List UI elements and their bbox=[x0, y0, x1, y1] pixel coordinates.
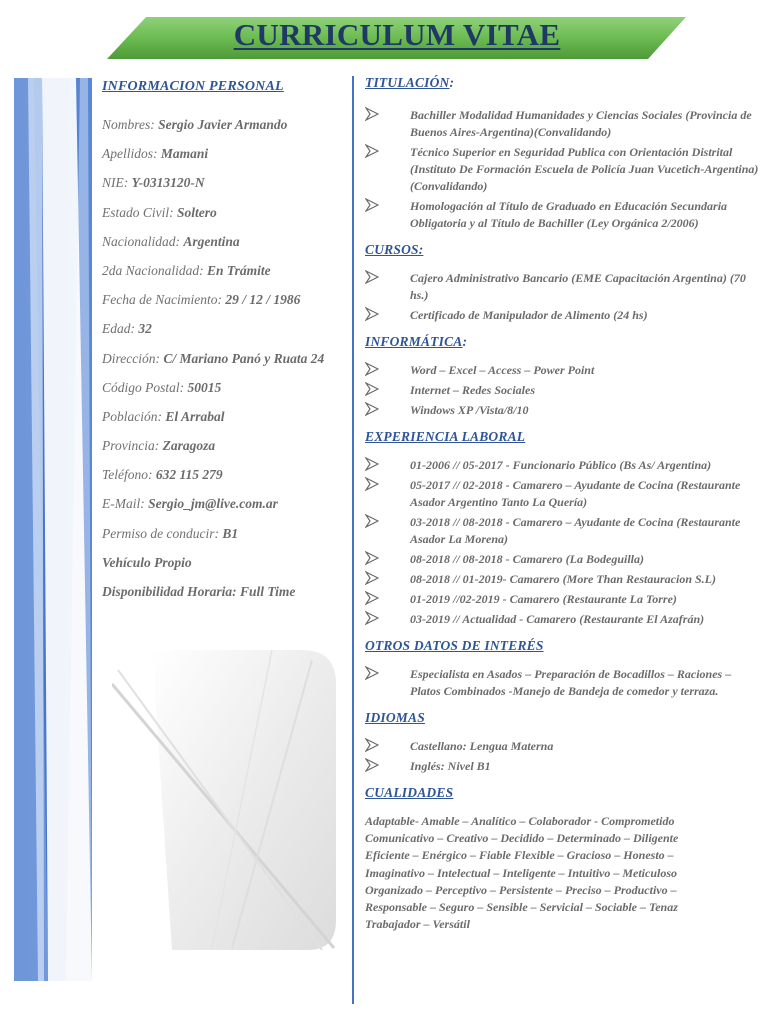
arrow-bullet-icon bbox=[365, 107, 379, 121]
arrow-bullet-icon bbox=[365, 514, 379, 528]
info-nombres: Nombres: Sergio Javier Armando bbox=[102, 117, 288, 132]
list-item: 08-2018 // 08-2018 - Camarero (La Bodeguilla) bbox=[365, 551, 760, 568]
list-item: Internet – Redes Sociales bbox=[365, 382, 760, 399]
info-fecha-nacimiento: Fecha de Nacimiento: 29 / 12 / 1986 bbox=[102, 292, 301, 308]
arrow-bullet-icon bbox=[365, 382, 379, 396]
arrow-bullet-icon bbox=[365, 551, 379, 565]
personal-info-list bbox=[102, 116, 352, 612]
list-item: 08-2018 // 01-2019- Camarero (More Than Restauracion S.L) bbox=[365, 571, 760, 588]
list-item: Homologación al Título de Graduado en Educación Secundaria Obligatoria y al Título de Bachiller (Ley Orgánica 2/2006) bbox=[365, 198, 760, 232]
cursos-heading: CURSOS: bbox=[365, 242, 424, 257]
list-item: Windows XP /Vista/8/10 bbox=[365, 402, 760, 419]
info-vehiculo: Vehículo Propio bbox=[102, 554, 192, 570]
cursos-list bbox=[365, 270, 760, 324]
list-item: Especialista en Asados – Preparación de Bocadillos – Raciones – Platos Combinados -Manejo de Bandeja de comedor y terraza. bbox=[365, 666, 760, 700]
arrow-bullet-icon bbox=[365, 666, 379, 680]
list-item: Cajero Administrativo Bancario (EME Capacitación Argentina) (70 hs.) bbox=[365, 270, 760, 304]
arrow-bullet-icon bbox=[365, 571, 379, 585]
list-item: Word – Excel – Access – Power Point bbox=[365, 362, 760, 379]
idiomas-heading: IDIOMAS bbox=[365, 710, 425, 725]
informatica-list bbox=[365, 362, 760, 419]
page-title: CURRICULUM VITAE bbox=[233, 17, 561, 52]
decorative-watermark bbox=[112, 650, 340, 954]
list-item: Inglés: Nivel B1 bbox=[365, 758, 760, 775]
info-nacionalidad: Nacionalidad: Argentina bbox=[102, 233, 240, 249]
titulacion-list bbox=[365, 107, 760, 232]
arrow-bullet-icon bbox=[365, 738, 379, 752]
info-direccion: Dirección: C/ Mariano Panó y Ruata 24 bbox=[102, 350, 325, 366]
info-email: E-Mail: Sergio_jm@live.com.ar bbox=[102, 496, 278, 512]
arrow-bullet-icon bbox=[365, 307, 379, 321]
arrow-bullet-icon bbox=[365, 758, 379, 772]
list-item: Técnico Superior en Seguridad Publica con Orientación Distrital (Instituto De Formación Escuela de Policía Juan Vucetich-Argentina)(Convalidando) bbox=[365, 144, 760, 195]
list-item: Bachiller Modalidad Humanidades y Ciencias Sociales (Provincia de Buenos Aires-Argentina)(Convalidando) bbox=[365, 107, 760, 141]
list-item: 01-2006 // 05-2017 - Funcionario Público (Bs As/ Argentina) bbox=[365, 457, 760, 474]
decorative-strip bbox=[14, 78, 94, 984]
titulacion-heading: TITULACIÓN: bbox=[365, 75, 455, 90]
info-disponibilidad: Disponibilidad Horaria: Full Time bbox=[102, 584, 296, 599]
info-estado-civil: Estado Civil: Soltero bbox=[102, 204, 217, 220]
idiomas-list bbox=[365, 738, 760, 775]
list-item: 03-2019 // Actualidad - Camarero (Restaurante El Azafrán) bbox=[365, 611, 760, 628]
info-segunda-nacionalidad: 2da Nacionalidad: En Trámite bbox=[102, 262, 271, 278]
informatica-heading: INFORMÁTICA: bbox=[365, 334, 468, 349]
list-item: Castellano: Lengua Materna bbox=[365, 738, 760, 755]
info-nie: NIE: Y-0313120-N bbox=[102, 175, 205, 191]
arrow-bullet-icon bbox=[365, 270, 379, 284]
column-divider bbox=[352, 76, 354, 1004]
info-edad: Edad: 32 bbox=[102, 321, 152, 337]
list-item: Certificado de Manipulador de Alimento (24 hs) bbox=[365, 307, 760, 324]
title-banner bbox=[106, 16, 688, 61]
experiencia-heading: EXPERIENCIA LABORAL bbox=[365, 429, 526, 444]
otros-heading: OTROS DATOS DE INTERÉS bbox=[365, 638, 544, 653]
personal-info-column bbox=[102, 76, 352, 612]
arrow-bullet-icon bbox=[365, 457, 379, 471]
arrow-bullet-icon bbox=[365, 362, 379, 376]
arrow-bullet-icon bbox=[365, 591, 379, 605]
details-column bbox=[365, 75, 760, 933]
experiencia-list bbox=[365, 457, 760, 628]
list-item: 03-2018 // 08-2018 - Camarero – Ayudante de Cocina (Restaurante Asador La Morena) bbox=[365, 514, 760, 548]
arrow-bullet-icon bbox=[365, 402, 379, 416]
arrow-bullet-icon bbox=[365, 144, 379, 158]
arrow-bullet-icon bbox=[365, 611, 379, 625]
info-apellidos: Apellidos: Mamani bbox=[102, 146, 209, 162]
list-item: 05-2017 // 02-2018 - Camarero – Ayudante de Cocina (Restaurante Asador Argentino Tanto La Quería) bbox=[365, 477, 760, 511]
arrow-bullet-icon bbox=[365, 198, 379, 212]
info-codigo-postal: Código Postal: 50015 bbox=[102, 379, 222, 395]
info-poblacion: Población: El Arrabal bbox=[102, 408, 225, 424]
info-permiso-conducir: Permiso de conducir: B1 bbox=[102, 525, 239, 541]
info-telefono: Teléfono: 632 115 279 bbox=[102, 467, 223, 483]
otros-list bbox=[365, 666, 760, 700]
cualidades-text: Adaptable- Amable – Analítico – Colaborador - Comprometido Comunicativo – Creativo – Decidido – Determinado – Diligente Eficiente – Enérgico – Fiable Flexible – Gracioso – Honesto – Imaginativo – Intelectual – Inteligente – Intuitivo – Meticuloso Organizado – Perceptivo – Persistente – Preciso – Productivo – Responsable – Seguro – Sensible – Servicial – Sociable – Tenaz Trabajador – Versátil bbox=[365, 814, 679, 932]
arrow-bullet-icon bbox=[365, 477, 379, 491]
info-provincia: Provincia: Zaragoza bbox=[102, 438, 216, 454]
cualidades-heading: CUALIDADES bbox=[365, 785, 454, 800]
list-item: 01-2019 //02-2019 - Camarero (Restaurante La Torre) bbox=[365, 591, 760, 608]
personal-info-heading: INFORMACION PERSONAL bbox=[102, 79, 284, 94]
